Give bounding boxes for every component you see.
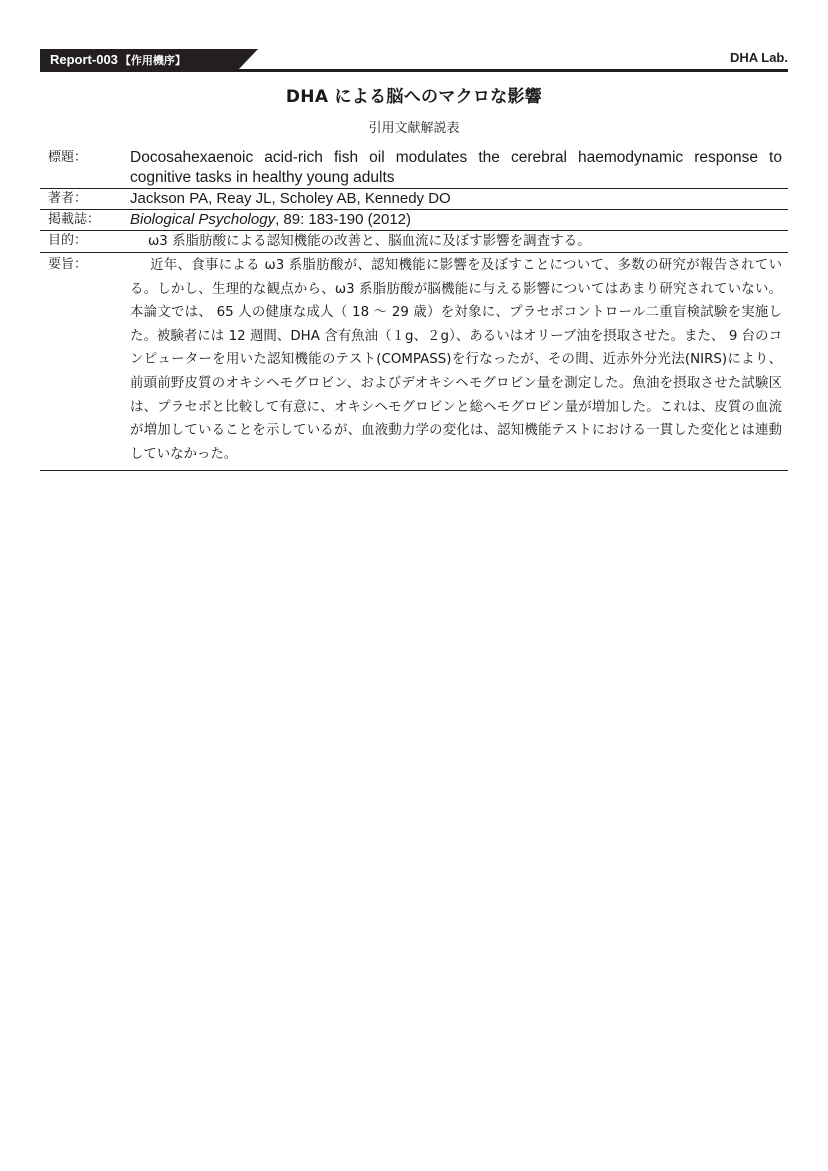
report-id: Report-003 <box>50 52 118 67</box>
report-category: 【作用機序】 <box>119 55 186 67</box>
purpose-label: 目的： <box>48 233 88 248</box>
journal-details: , 89: 183-190 (2012) <box>275 211 412 228</box>
report-tab <box>40 49 238 70</box>
title-value: Docosahexaenoic acid-rich fish oil modulates the cerebral haemodynamic response to cognitive tasks in healthy young adults <box>130 149 782 186</box>
row-authors <box>40 189 788 210</box>
purpose-value: ω3 系脂肪酸による認知機能の改善と、脳血流に及ぼす影響を調査する。 <box>148 233 591 249</box>
page-subtitle: 引用文献解説表 <box>368 121 460 136</box>
page-header <box>40 49 788 73</box>
journal-name: Biological Psychology <box>130 211 276 228</box>
reference-table <box>40 146 788 471</box>
journal-label: 掲載誌： <box>48 212 101 227</box>
row-title <box>40 146 788 189</box>
row-journal <box>40 210 788 231</box>
journal-value <box>130 210 788 230</box>
page-title: DHA による脳へのマクロな影響 <box>285 87 543 107</box>
summary-text: 近年、食事による ω3 系脂肪酸が、認知機能に影響を及ぼすことについて、多数の研究が報告されている。しかし、生理的な観点から、ω3 系脂肪酸が脳機能に与える影響についてはあまり研究されていない。本論文では、 65 人の健康な成人（ 18 〜 29 歳）を対象に、プラセボコントロール二重盲検試験を実施した。被験者には 12 週間、DHA 含有魚油（１g、２g）、あるいはオリーブ油を摂取させた。また、 9 台のコンピューターを用いた認知機能のテスト(COMPASS)を行なったが、その間、近赤外分光法(NIRS)により、前頭前野皮質のオキシヘモグロビン、およびデオキシヘモグロビン量を測定した。魚油を摂取させた試験区は、プラセボと比較して有意に、オキシヘモグロビンと総ヘモグロビン量が増加した。これは、皮質の血流が増加していることを示しているが、血液動力学の変化は、認知機能テストにおける一貫した変化とは連動していなかった。 <box>130 258 782 462</box>
row-summary <box>40 253 788 471</box>
report-tab-tail <box>238 49 258 70</box>
summary-label: 要旨： <box>48 257 88 272</box>
brand-label: DHA Lab. <box>729 50 788 65</box>
row-purpose <box>40 231 788 253</box>
authors-label: 著者： <box>48 191 88 206</box>
header-rule <box>40 69 788 72</box>
title-label: 標題： <box>48 150 88 165</box>
summary-value <box>130 253 788 470</box>
authors-value: Jackson PA, Reay JL, Scholey AB, Kennedy DO <box>130 190 451 207</box>
